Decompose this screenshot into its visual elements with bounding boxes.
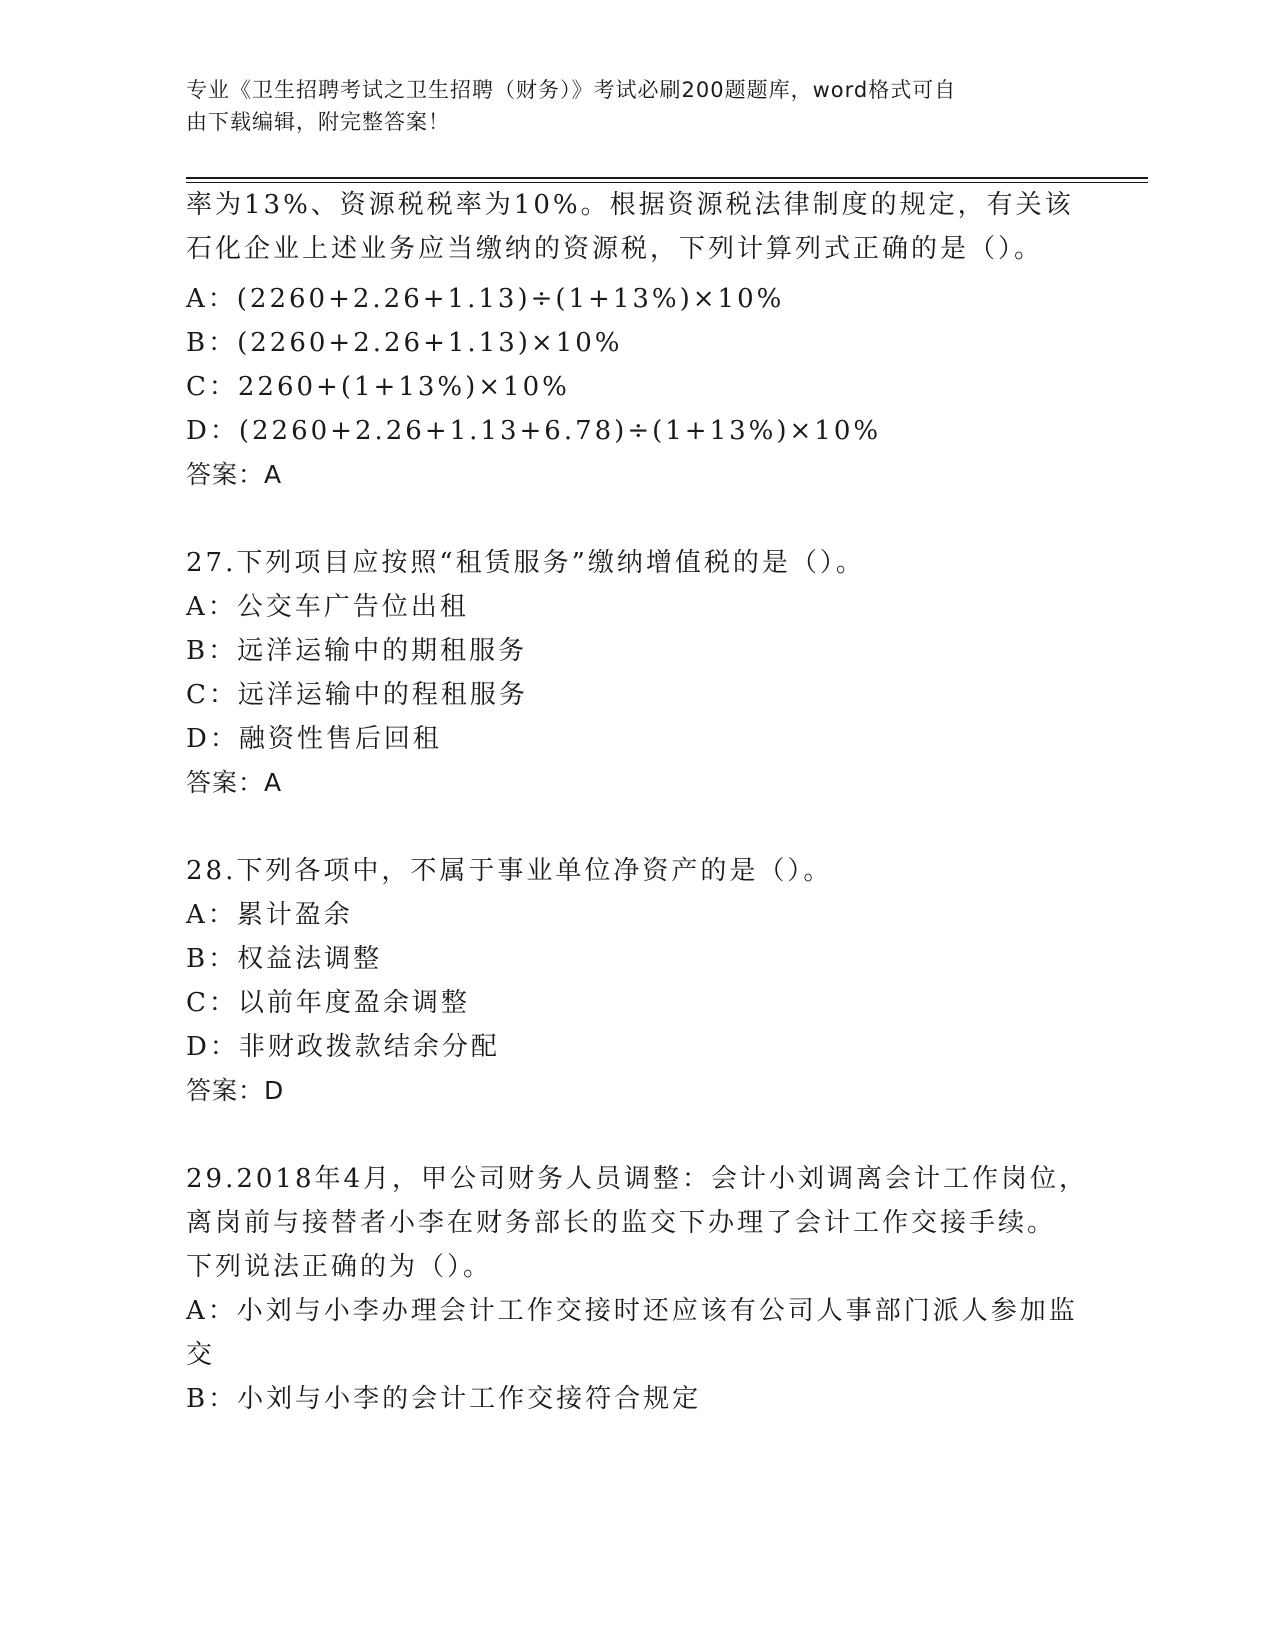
q26-option-d: D：(2260+2.26+1.13+6.78)÷(1+13%)×10%: [186, 416, 882, 446]
q27-option-d: D：融资性售后回租: [186, 724, 442, 754]
header-rule-thick: [186, 177, 1148, 179]
q26-option-b: B：(2260+2.26+1.13)×10%: [186, 328, 623, 358]
q26-option-c: C：2260+(1+13%)×10%: [186, 372, 570, 402]
q29-option-a-line-2: 交: [186, 1340, 216, 1370]
q27-option-c: C：远洋运输中的程租服务: [186, 680, 528, 710]
q28-option-a: A：累计盈余: [186, 900, 353, 930]
q26-answer: 答案：A: [186, 460, 283, 489]
q26-stem-line-2: 石化企业上述业务应当缴纳的资源税，下列计算列式正确的是（）。: [186, 234, 1044, 264]
q28-answer: 答案：D: [186, 1076, 285, 1105]
q27-stem: 27.下列项目应按照“租赁服务”缴纳增值税的是（）。: [186, 548, 865, 578]
q26-stem-line-1: 率为13%、资源税税率为10%。根据资源税法律制度的规定，有关该: [186, 190, 1074, 220]
header-rule-thin: [186, 182, 1148, 183]
header-line-1: 专业《卫生招聘考试之卫生招聘（财务）》考试必刷200题题库，word格式可自: [186, 78, 957, 102]
q28-option-b: B：权益法调整: [186, 944, 383, 974]
q27-answer: 答案：A: [186, 768, 283, 797]
q28-stem: 28.下列各项中，不属于事业单位净资产的是（）。: [186, 856, 833, 886]
header-line-2: 由下载编辑，附完整答案！: [186, 110, 450, 134]
q29-option-b: B：小刘与小李的会计工作交接符合规定: [186, 1384, 702, 1414]
q29-stem-line-2: 离岗前与接替者小李在财务部长的监交下办理了会计工作交接手续。: [186, 1208, 1057, 1238]
document-header: [186, 74, 1066, 138]
q29-stem-line-1: 29.2018年4月，甲公司财务人员调整：会计小刘调离会计工作岗位，: [186, 1164, 1089, 1194]
q28-option-d: D：非财政拨款结余分配: [186, 1032, 500, 1062]
q27-option-a: A：公交车广告位出租: [186, 592, 469, 622]
q28-option-c: C：以前年度盈余调整: [186, 988, 470, 1018]
q26-option-a: A：(2260+2.26+1.13)÷(1+13%)×10%: [186, 284, 785, 314]
q27-option-b: B：远洋运输中的期租服务: [186, 636, 528, 666]
q29-option-a-line-1: A：小刘与小李办理会计工作交接时还应该有公司人事部门派人参加监: [186, 1296, 1078, 1326]
q29-stem-line-3: 下列说法正确的为（）。: [186, 1252, 493, 1282]
